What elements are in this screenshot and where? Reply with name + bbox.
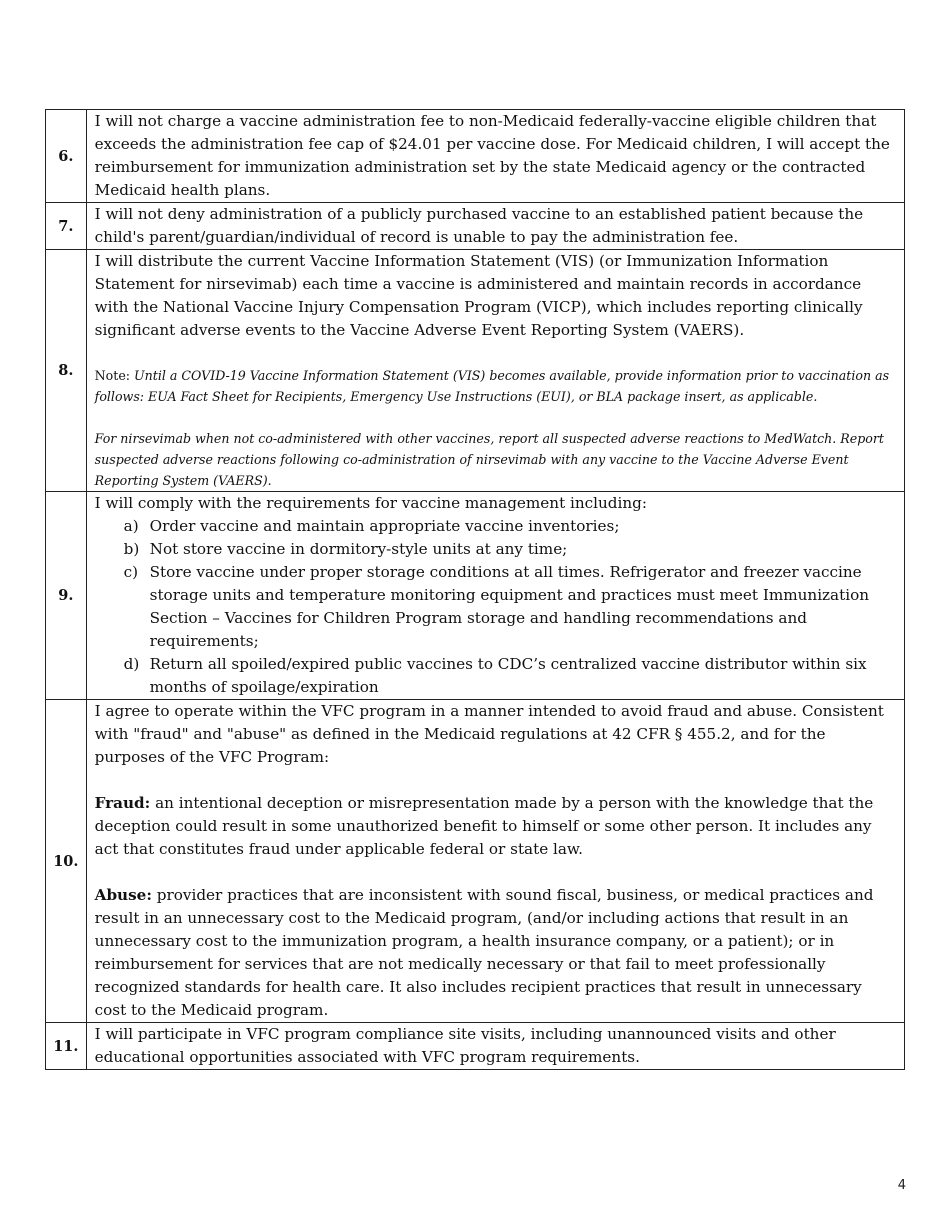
table-row-9 [46, 492, 905, 700]
list-item-text: Store vaccine under proper storage conditions at all times. Refrigerator and freezer vaccine storage units and temperature monitoring equipment and practices must meet Immunization Section – Vaccines for Children Program storage and handling recommendations and requirements; [149, 563, 869, 650]
list-item [95, 538, 898, 561]
list-item-text: Not store vaccine in dormitory-style units at any time; [149, 540, 568, 558]
item-text: I will distribute the current Vaccine Information Statement (VIS) (or Immunization Information Statement for nirsevimab) each time a vaccine is administered and maintain records in accordance with the National Vaccine Injury Compensation Program (VICP), which includes reporting clinically significant adverse events to the Vaccine Adverse Event Reporting System (VAERS). [94, 252, 863, 339]
table-row-6 [46, 110, 905, 203]
spacer [95, 342, 898, 365]
list-item [95, 561, 898, 653]
item-number: 6. [46, 110, 87, 203]
nirsevimab-note: For nirsevimab when not co-administered with other vaccines, report all suspected adverse reactions to MedWatch. Report suspected adverse reactions following co-administration of nirsevimab with any vaccine to the Vaccine Adverse Event Reporting System (VAERS). [94, 431, 884, 488]
item-number: 8. [46, 250, 87, 492]
item-number: 11. [46, 1023, 87, 1070]
abuse-label: Abuse: [94, 886, 152, 904]
table-row-7 [46, 203, 905, 250]
spacer [95, 407, 898, 428]
item-text: I will comply with the requirements for vaccine management including: [94, 494, 647, 512]
spacer [95, 769, 898, 792]
spacer [95, 861, 898, 884]
list-marker: d) [123, 655, 140, 673]
item-text: I agree to operate within the VFC program in a manner intended to avoid fraud and abuse. Consistent with "fraud" and "abuse" as defined in the Medicaid regulations at 42 CFR § 455.2, and for the purposes of the VFC Program: [94, 702, 884, 766]
agreement-table [45, 109, 905, 1070]
list-marker: a) [123, 517, 139, 535]
table-row-8 [46, 250, 905, 492]
abuse-text: provider practices that are inconsistent with sound fiscal, business, or medical practices and result in an unnecessary cost to the Medicaid program, (and/or including actions that result in an unnecessary cost to the immunization program, a health insurance company, or a patient); or in reimbursement for services that are not medically necessary or that fail to meet professionally recognized standards for health care. It also includes recipient practices that result in unnecessary cost to the Medicaid program. [94, 886, 874, 1019]
item-cell [86, 250, 904, 492]
item-text: I will participate in VFC program compliance site visits, including unannounced visits and other educational opportunities associated with VFC program requirements. [86, 1023, 904, 1070]
list-item [95, 653, 898, 699]
item-number: 7. [46, 203, 87, 250]
item-cell [86, 492, 904, 700]
item-number: 9. [46, 492, 87, 700]
list-item [95, 515, 898, 538]
covid-note [95, 365, 898, 407]
list-item-text: Order vaccine and maintain appropriate vaccine inventories; [149, 517, 620, 535]
fraud-text: an intentional deception or misrepresentation made by a person with the knowledge that the deception could result in some unauthorized benefit to himself or some other person. It includes any act that constitutes fraud under applicable federal or state law. [94, 794, 874, 858]
note-label: Note: [94, 368, 131, 383]
fraud-definition [95, 792, 898, 861]
fraud-label: Fraud: [94, 794, 151, 812]
item-text: I will not charge a vaccine administration fee to non-Medicaid federally-vaccine eligible children that exceeds the administration fee cap of $24.01 per vaccine dose. For Medicaid children, I will accept the reimbursement for immunization administration set by the state Medicaid agency or the contracted Medicaid health plans. [86, 110, 904, 203]
list-marker: b) [123, 540, 140, 558]
vaccine-management-list [95, 515, 898, 699]
item-text: I will not deny administration of a publicly purchased vaccine to an established patient because the child's parent/guardian/individual of record is unable to pay the administration fee. [86, 203, 904, 250]
item-cell [86, 700, 904, 1023]
list-item-text: Return all spoiled/expired public vaccines to CDC’s centralized vaccine distributor within six months of spoilage/expiration [149, 655, 867, 696]
item-number: 10. [46, 700, 87, 1023]
list-marker: c) [123, 563, 139, 581]
table-row-10 [46, 700, 905, 1023]
page-number: 4 [897, 1178, 906, 1193]
note-text: Until a COVID-19 Vaccine Information Statement (VIS) becomes available, provide information prior to vaccination as follows: EUA Fact Sheet for Recipients, Emergency Use Instructions (EUI), or BLA package insert, as applicable. [94, 368, 890, 404]
abuse-definition [95, 884, 898, 1022]
table-row-11 [46, 1023, 905, 1070]
